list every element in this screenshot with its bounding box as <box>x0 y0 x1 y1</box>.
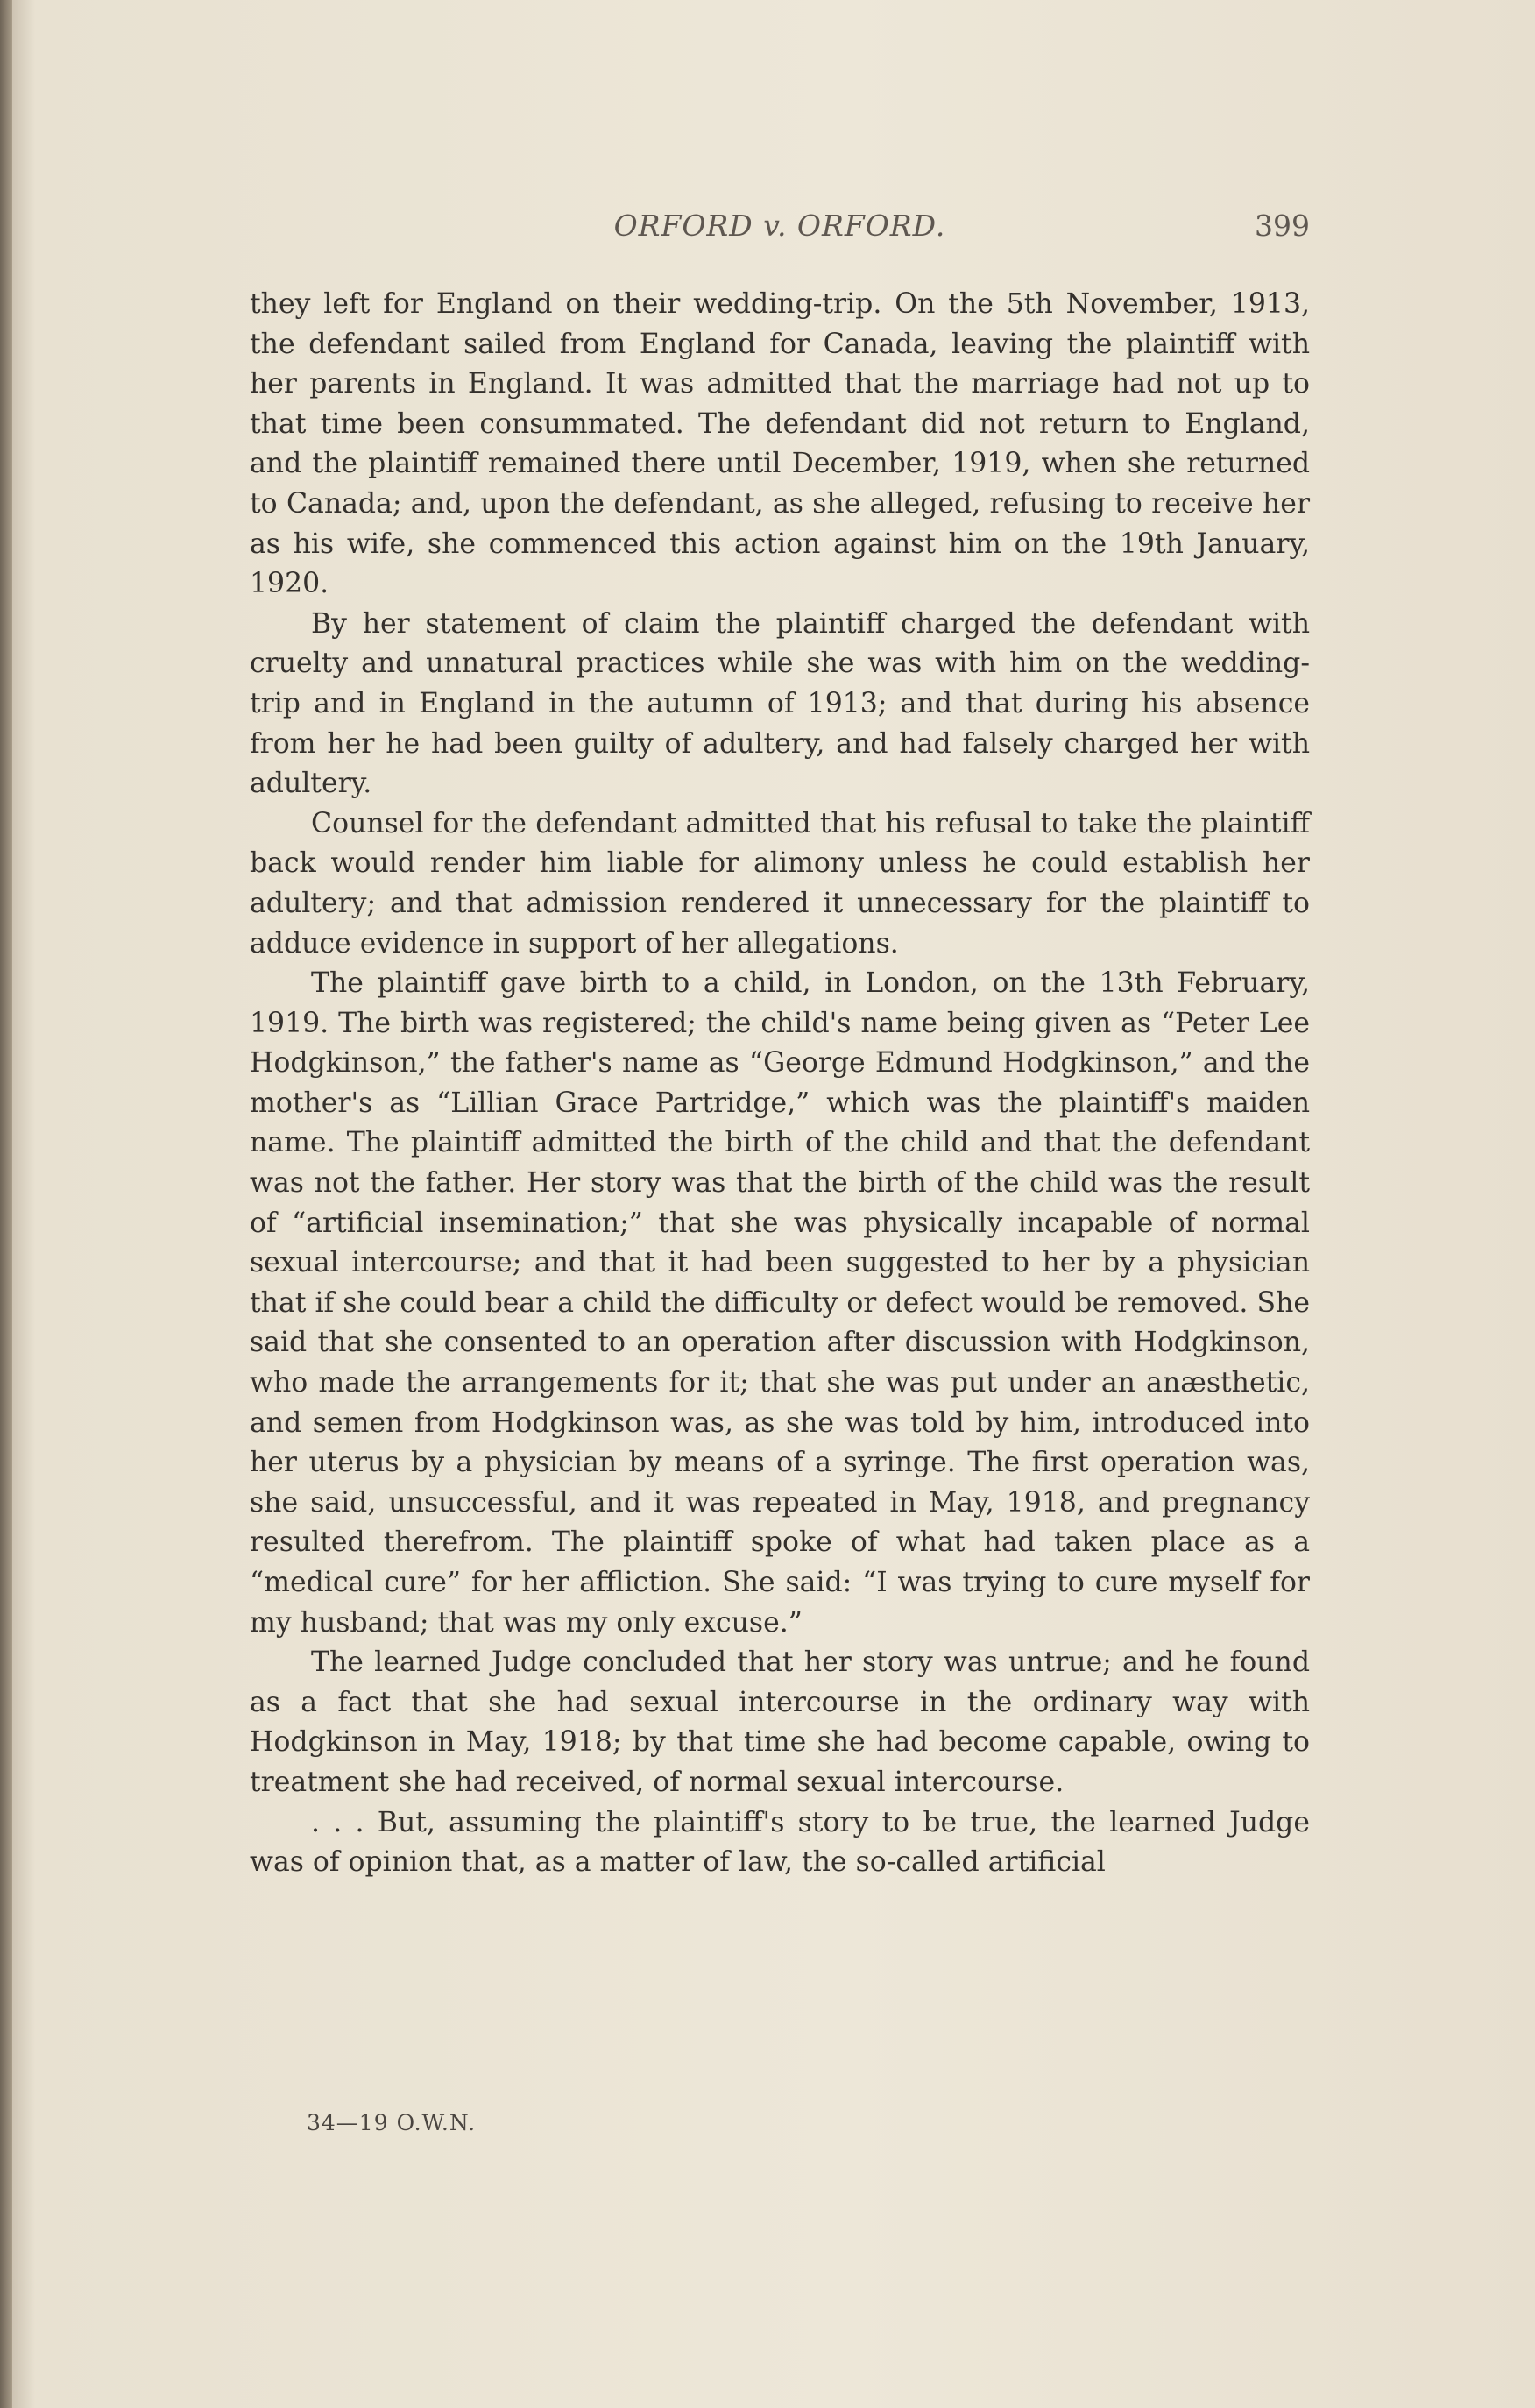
signature-mark: 34—19 O.W.N. <box>307 2110 477 2135</box>
paragraph-continued: they left for England on their wedding-trip. On the 5th November, 1913, the defendant sailed from England for Canada, leaving the plaintiff with her parents in England. It was admitted that the marriage had not up to that time been consummated. The defendant did not return to England, and the plaintiff remained there until December, 1919, when she returned to Canada; and, upon the defendant, as she alleged, refusing to receive her as his wife, she commenced this action against him on the 19th January, 1920. <box>250 288 1310 600</box>
paragraph-counsel-admission: Counsel for the defendant admitted that his refusal to take the plaintiff back would render him liable for alimony unless he could establish her adultery; and that admission rendered it unnecessary for the plaintiff to adduce evidence in support of her allegations. <box>250 807 1310 960</box>
paragraph-judge-conclusion: The learned Judge concluded that her story was untrue; and he found as a fact that she had sexual intercourse in the ordinary way with Hodgkinson in May, 1918; by that time she had become capable, owing to treatment she had received, of normal sexual intercourse. <box>250 1647 1310 1798</box>
running-title: ORFORD v. ORFORD. <box>613 209 946 243</box>
book-spine-shadow <box>0 0 12 2408</box>
body-text <box>250 285 1310 1883</box>
paragraph-birth-of-child: The plaintiff gave birth to a child, in London, on the 13th February, 1919. The birth was registered; the child's name being given as “Peter Lee Hodgkinson,” the father's name as “George Edmund Hodgkinson,” and the mother's as “Lillian Grace Partridge,” which was the plaintiff's maiden name. The plaintiff admitted the birth of the child and that the defendant was not the father. Her story was that the birth of the child was the result of “artificial insemination;” that she was physically incapable of normal sexual intercourse; and that it had been suggested to her by a physician that if she could bear a child the difficulty or defect would be removed. She said that she consented to an operation after discussion with Hodgkinson, who made the arrangements for it; that she was put under an anæsthetic, and semen from Hodgkinson was, as she was told by him, introduced into her uterus by a physician by means of a syringe. The first operation was, she said, unsuccessful, and it was repeated in May, 1918, and pregnancy resulted therefrom. The plaintiff spoke of what had taken place as a “medical cure” for her affliction. She said: “I was trying to cure myself for my husband; that was my only excuse.” <box>250 967 1310 1639</box>
page-number: 399 <box>1255 209 1310 243</box>
paragraph-assumption: . . . But, assuming the plaintiff's story to be true, the learned Judge was of opinion that, as a matter of law, the so-called artificial <box>250 1806 1310 1879</box>
running-header <box>250 209 1310 254</box>
paragraph-statement-of-claim: By her statement of claim the plaintiff charged the defendant with cruelty and unnatural practices while she was with him on the wedding-trip and in England in the autumn of 1913; and that during his absence from her he had been guilty of adultery, and had falsely charged her with adultery. <box>250 607 1310 800</box>
